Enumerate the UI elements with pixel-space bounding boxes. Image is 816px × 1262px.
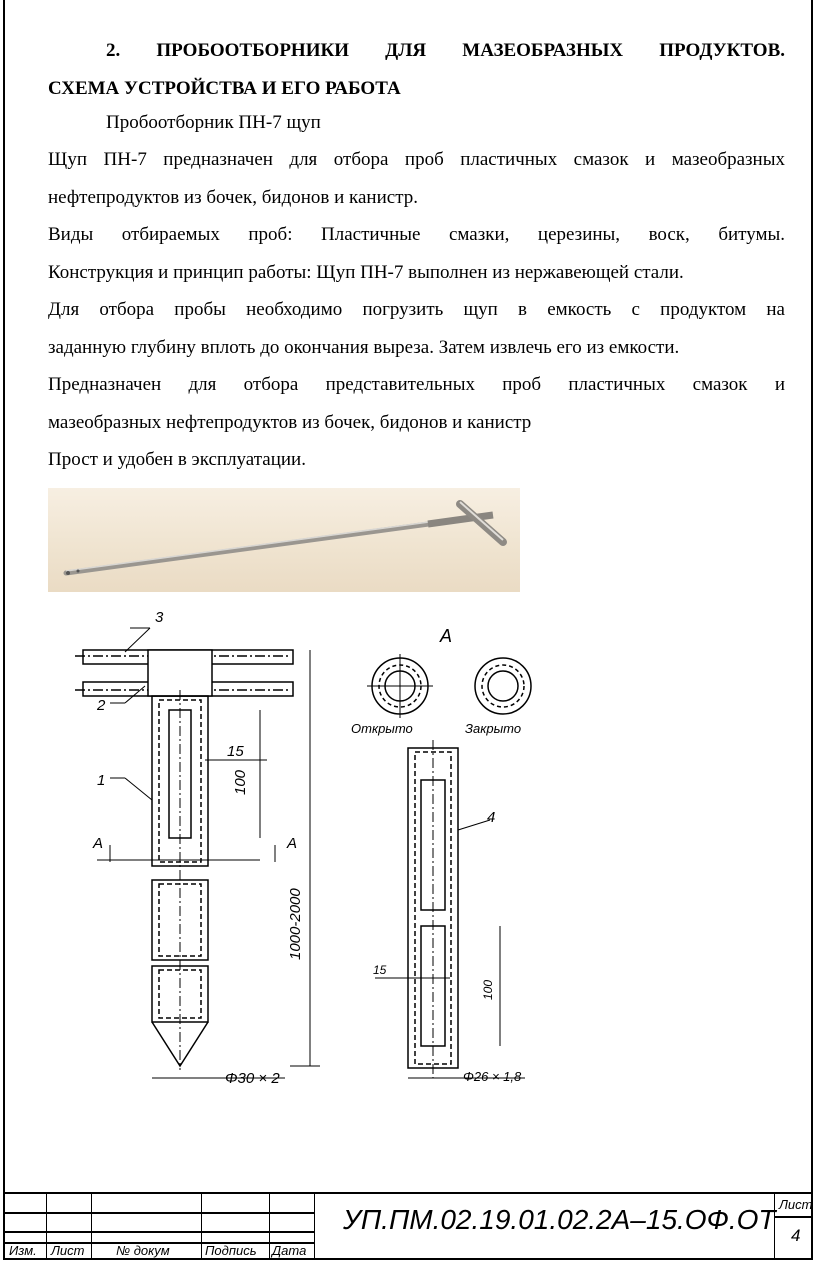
stamp-sign: Подпись: [205, 1243, 257, 1258]
label-3: 3: [155, 609, 164, 626]
sheet-number: 4: [791, 1226, 801, 1245]
dim-100-left: 100: [232, 769, 249, 795]
subtitle: Пробоотборник ПН-7 щуп: [106, 112, 321, 133]
paragraph-line: нефтепродуктов из бочек, бидонов и канистр.: [48, 186, 418, 208]
stamp-izm: Изм.: [9, 1243, 37, 1258]
dim-length: 1000-2000: [287, 888, 304, 960]
title-block: [3, 1192, 813, 1262]
diameter-left: Φ30 × 2: [225, 1070, 280, 1087]
dim-15-left: 15: [227, 743, 244, 760]
label-a-left: A: [93, 835, 104, 852]
heading-line-1: 2. ПРОБООТБОРНИКИ ДЛЯ МАЗЕОБРАЗНЫХ ПРОДУКТОВ.: [106, 40, 785, 61]
paragraph-line: Прост и удобен в эксплуатации.: [48, 449, 306, 470]
paragraph-line: Конструкция и принцип работы: Щуп ПН-7 выполнен из нержавеющей стали.: [48, 261, 684, 283]
stamp-doc: № докум: [116, 1243, 170, 1258]
paragraph-line: Для отбора пробы необходимо погрузить щуп в емкость с продуктом на: [48, 299, 785, 320]
document-code: УП.ПМ.02.19.01.02.2А–15.ОФ.ОТ: [343, 1204, 776, 1235]
paragraph-line: заданную глубину вплоть до окончания выреза. Затем извлечь его из емкости.: [48, 336, 680, 358]
label-a-right: A: [287, 835, 298, 852]
paragraph-line: мазеобразных нефтепродуктов из бочек, бидонов и канистр: [48, 411, 532, 433]
paragraph-line: Виды отбираемых проб: Пластичные смазки, церезины, воск, битумы.: [48, 224, 785, 245]
probe-photo-image: [48, 488, 520, 592]
dim-15-right: 15: [373, 963, 387, 977]
dim-100-right: 100: [481, 979, 495, 1000]
label-open: Открыто: [351, 721, 413, 736]
probe-photo: [48, 488, 520, 592]
section-heading: [48, 32, 785, 108]
body-text: [48, 141, 785, 479]
stamp-list: Лист: [51, 1243, 85, 1258]
diameter-right: Φ26 × 1,8: [463, 1069, 522, 1084]
technical-drawing: [55, 600, 575, 1100]
section-a-views: [367, 654, 531, 718]
sheet-label: Лист: [779, 1197, 813, 1212]
paragraph-line: Предназначен для отбора представительных проб пластичных смазок и: [48, 374, 785, 395]
label-closed: Закрыто: [465, 721, 522, 736]
stamp-date: Дата: [272, 1243, 307, 1258]
label-1: 1: [97, 772, 106, 789]
label-4: 4: [487, 809, 496, 826]
label-2: 2: [97, 697, 106, 714]
right-probe-drawing: [375, 740, 525, 1078]
label-a-view: A: [440, 626, 453, 646]
heading-line-2: СХЕМА УСТРОЙСТВА И ЕГО РАБОТА: [48, 78, 401, 99]
paragraph-line: Щуп ПН-7 предназначен для отбора проб пластичных смазок и мазеобразных: [48, 149, 785, 170]
left-probe-drawing: [75, 628, 320, 1078]
